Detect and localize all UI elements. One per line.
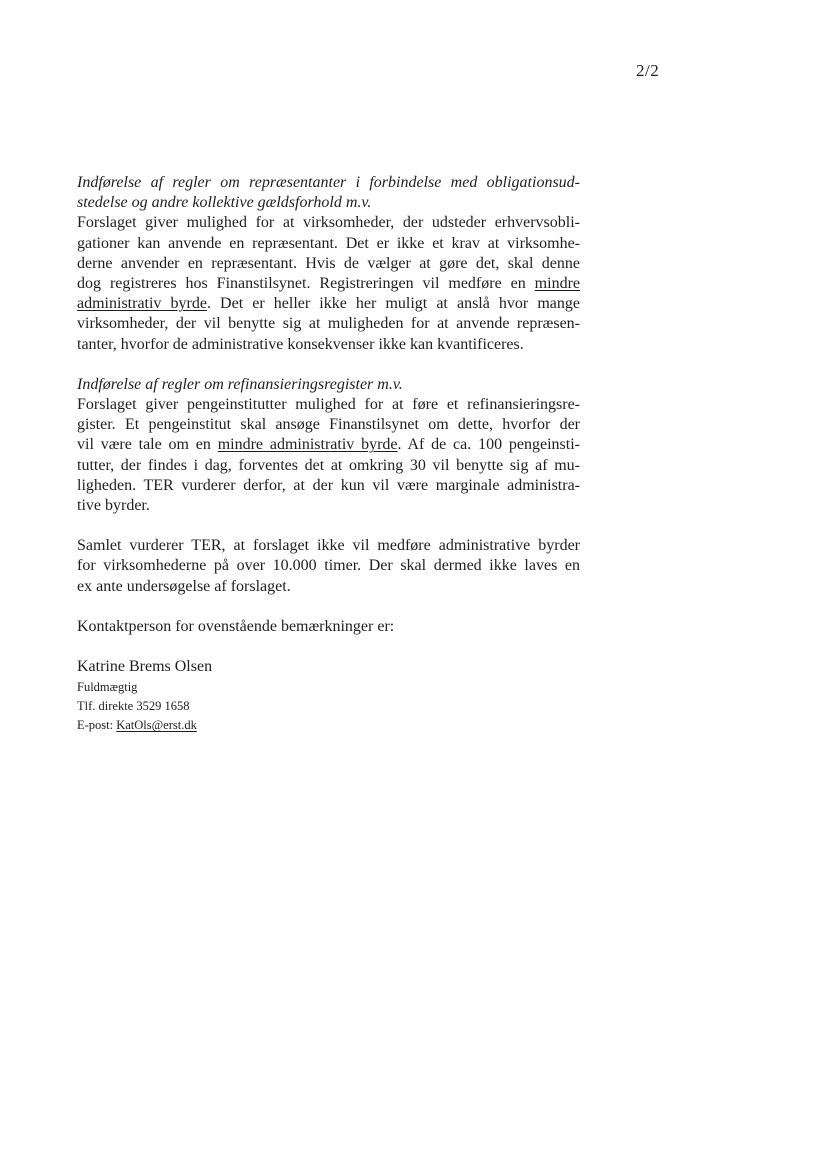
signature-block — [77, 657, 580, 735]
paragraph-line: ex ante undersøgelse af forslaget. — [77, 577, 291, 595]
heading-line: Indførelse af regler om refinansieringsregister m.v. — [77, 375, 403, 393]
paragraph-line: for virksomhederne på over 10.000 timer. Der skal dermed ikke laves en — [77, 557, 580, 575]
contact-title: Fuldmægtig — [77, 680, 138, 695]
section-heading-refinancing — [77, 375, 580, 395]
paragraph-line: Kontaktperson for ovenstående bemærkninger er: — [77, 617, 395, 635]
section-paragraph-representatives — [77, 213, 580, 354]
email-link[interactable]: KatOls@erst.dk — [116, 718, 197, 733]
paragraph-line: ligheden. TER vurderer derfor, at der kun vil være marginale administra- — [77, 476, 580, 494]
heading-line: Indførelse af regler om repræsentanter i forbindelse med obligationsud- — [77, 174, 580, 191]
contact-phone: Tlf. direkte 3529 1658 — [77, 699, 190, 714]
contact-name: Katrine Brems Olsen — [77, 658, 213, 676]
paragraph-line — [77, 294, 580, 314]
summary-paragraph — [77, 536, 580, 597]
contact-intro — [77, 617, 580, 637]
underlined-term: administrativ byrde — [77, 295, 207, 313]
paragraph-text: . Det er heller ikke her muligt at anslå hvor mange — [206, 295, 580, 313]
paragraph-text: dog registreres hos Finanstilsynet. Registreringen vil medføre en — [77, 275, 535, 293]
paragraph-line: virksomheder, der vil benytte sig at muligheden for at anvende repræsen- — [77, 315, 580, 333]
section-refinancing-register — [77, 375, 580, 516]
section-heading-representatives — [77, 173, 580, 213]
paragraph-text: . Af de ca. 100 pengeinsti- — [397, 436, 580, 454]
page-number: 2/2 — [636, 61, 660, 80]
paragraph-line — [77, 435, 580, 455]
section-representatives — [77, 173, 580, 355]
paragraph-line: Samlet vurderer TER, at forslaget ikke vil medføre administrative byrder — [77, 537, 580, 555]
paragraph-line: gationer kan anvende en repræsentant. Det er ikke et krav at virksomhe- — [77, 234, 580, 252]
paragraph-line: gister. Et pengeinstitut skal ansøge Finanstilsynet om dette, hvorfor der — [77, 416, 580, 434]
paragraph-line: tive byrder. — [77, 497, 150, 515]
paragraph-line: tutter, der findes i dag, forventes det at omkring 30 vil benytte sig af mu- — [77, 456, 580, 474]
paragraph-line: derne anvender en repræsentant. Hvis de vælger at gøre det, skal denne — [77, 254, 580, 272]
paragraph-text: vil være tale om en — [77, 436, 218, 454]
underlined-term: mindre — [534, 275, 580, 293]
document-body — [77, 173, 580, 735]
paragraph-line: tanter, hvorfor de administrative konsekvenser ikke kan kvantificeres. — [77, 335, 524, 353]
section-paragraph-refinancing — [77, 395, 580, 516]
paragraph-line: Forslaget giver mulighed for at virksomheder, der udsteder erhvervsobli- — [77, 214, 580, 232]
heading-line: stedelse og andre kollektive gældsforhold m.v. — [77, 194, 372, 212]
underlined-term: mindre administrativ byrde — [217, 436, 398, 454]
email-label: E-post: — [77, 718, 117, 733]
contact-email-line — [77, 716, 580, 735]
paragraph-line — [77, 274, 580, 294]
paragraph-line: Forslaget giver pengeinstitutter mulighed for at føre et refinansieringsre- — [77, 396, 580, 414]
